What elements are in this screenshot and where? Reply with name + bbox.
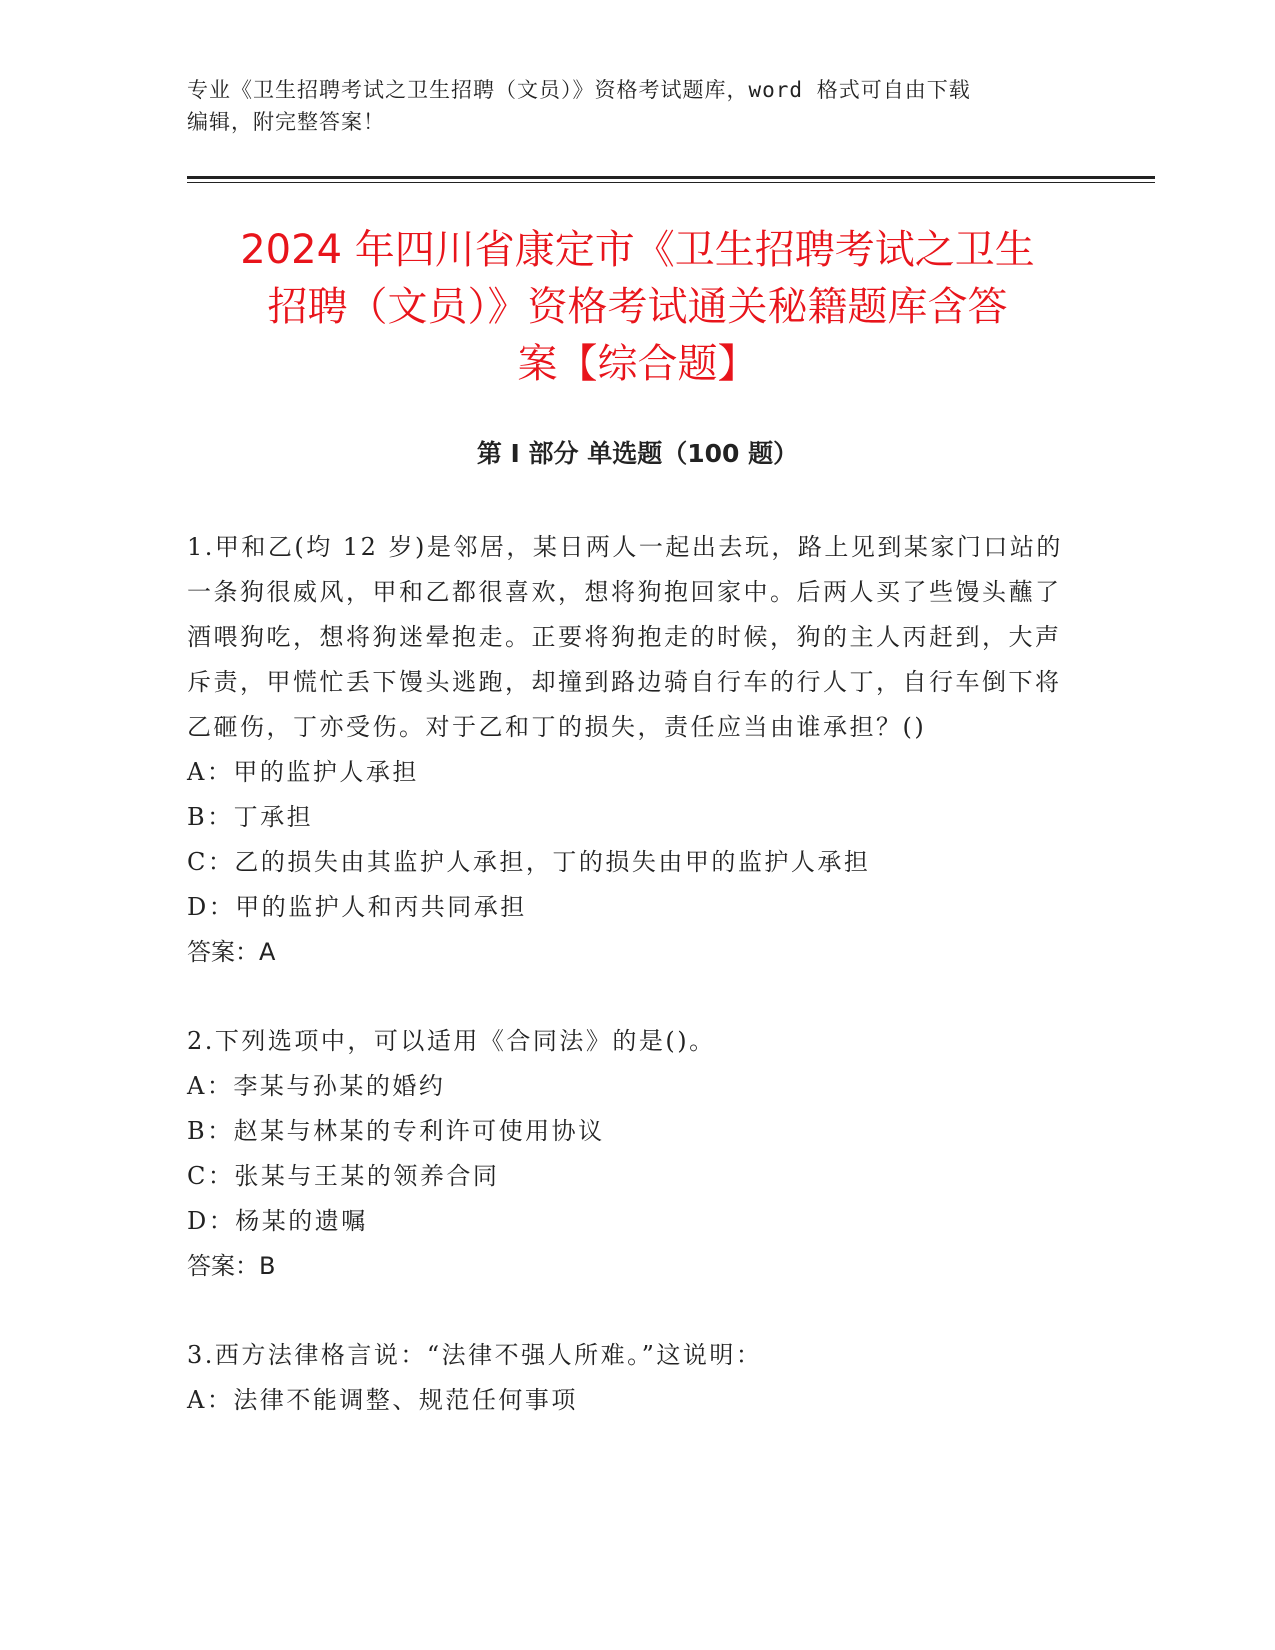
header-divider-thin xyxy=(187,182,1155,183)
question-2 xyxy=(187,1019,1067,1289)
option-c: C：乙的损失由其监护人承担，丁的损失由甲的监护人承担 xyxy=(187,848,871,876)
document-title-line-3: 案【综合题】 xyxy=(517,341,758,387)
option-d: D：甲的监护人和丙共同承担 xyxy=(187,893,527,921)
document-title xyxy=(150,222,1125,393)
answer: 答案：B xyxy=(187,1252,276,1280)
option-a: A：李某与孙某的婚约 xyxy=(187,1072,446,1100)
answer: 答案：A xyxy=(187,938,276,966)
option-b: B：赵某与林某的专利许可使用协议 xyxy=(187,1117,605,1145)
document-title-line-1: 2024 年四川省康定市《卫生招聘考试之卫生 xyxy=(240,227,1035,273)
section-title: 第 I 部分 单选题（100 题） xyxy=(476,439,799,468)
header-note-line-2: 编辑，附完整答案！ xyxy=(187,110,385,134)
question-stem: 1.甲和乙(均 12 岁)是邻居，某日两人一起出去玩，路上见到某家门口站的一条狗很威风，甲和乙都很喜欢，想将狗抱回家中。后两人买了些馒头蘸了酒喂狗吃，想将狗迷晕抱走。正要将狗抱走的时候，狗的主人丙赶到，大声斥责，甲慌忙丢下馒头逃跑，却撞到路边骑自行车的行人丁，自行车倒下将乙砸伤，丁亦受伤。对于乙和丁的损失，责任应当由谁承担？() xyxy=(187,533,1063,741)
option-d: D：杨某的遗嘱 xyxy=(187,1207,368,1235)
option-a: A：甲的监护人承担 xyxy=(187,758,419,786)
header-divider-thick xyxy=(187,176,1155,179)
option-c: C：张某与王某的领养合同 xyxy=(187,1162,500,1190)
question-stem: 3.西方法律格言说：“法律不强人所难。”这说明： xyxy=(187,1341,763,1369)
header-note xyxy=(187,74,1067,138)
document-title-line-2: 招聘（文员）》资格考试通关秘籍题库含答 xyxy=(267,284,1008,330)
option-a: A：法律不能调整、规范任何事项 xyxy=(187,1386,578,1414)
header-note-line-1: 专业《卫生招聘考试之卫生招聘（文员）》资格考试题库，word 格式可自由下载 xyxy=(187,78,971,102)
question-list xyxy=(187,525,1067,1423)
question-stem: 2.下列选项中，可以适用《合同法》的是()。 xyxy=(187,1027,716,1055)
question-3 xyxy=(187,1333,1067,1423)
question-1 xyxy=(187,525,1067,975)
option-b: B：丁承担 xyxy=(187,803,314,831)
